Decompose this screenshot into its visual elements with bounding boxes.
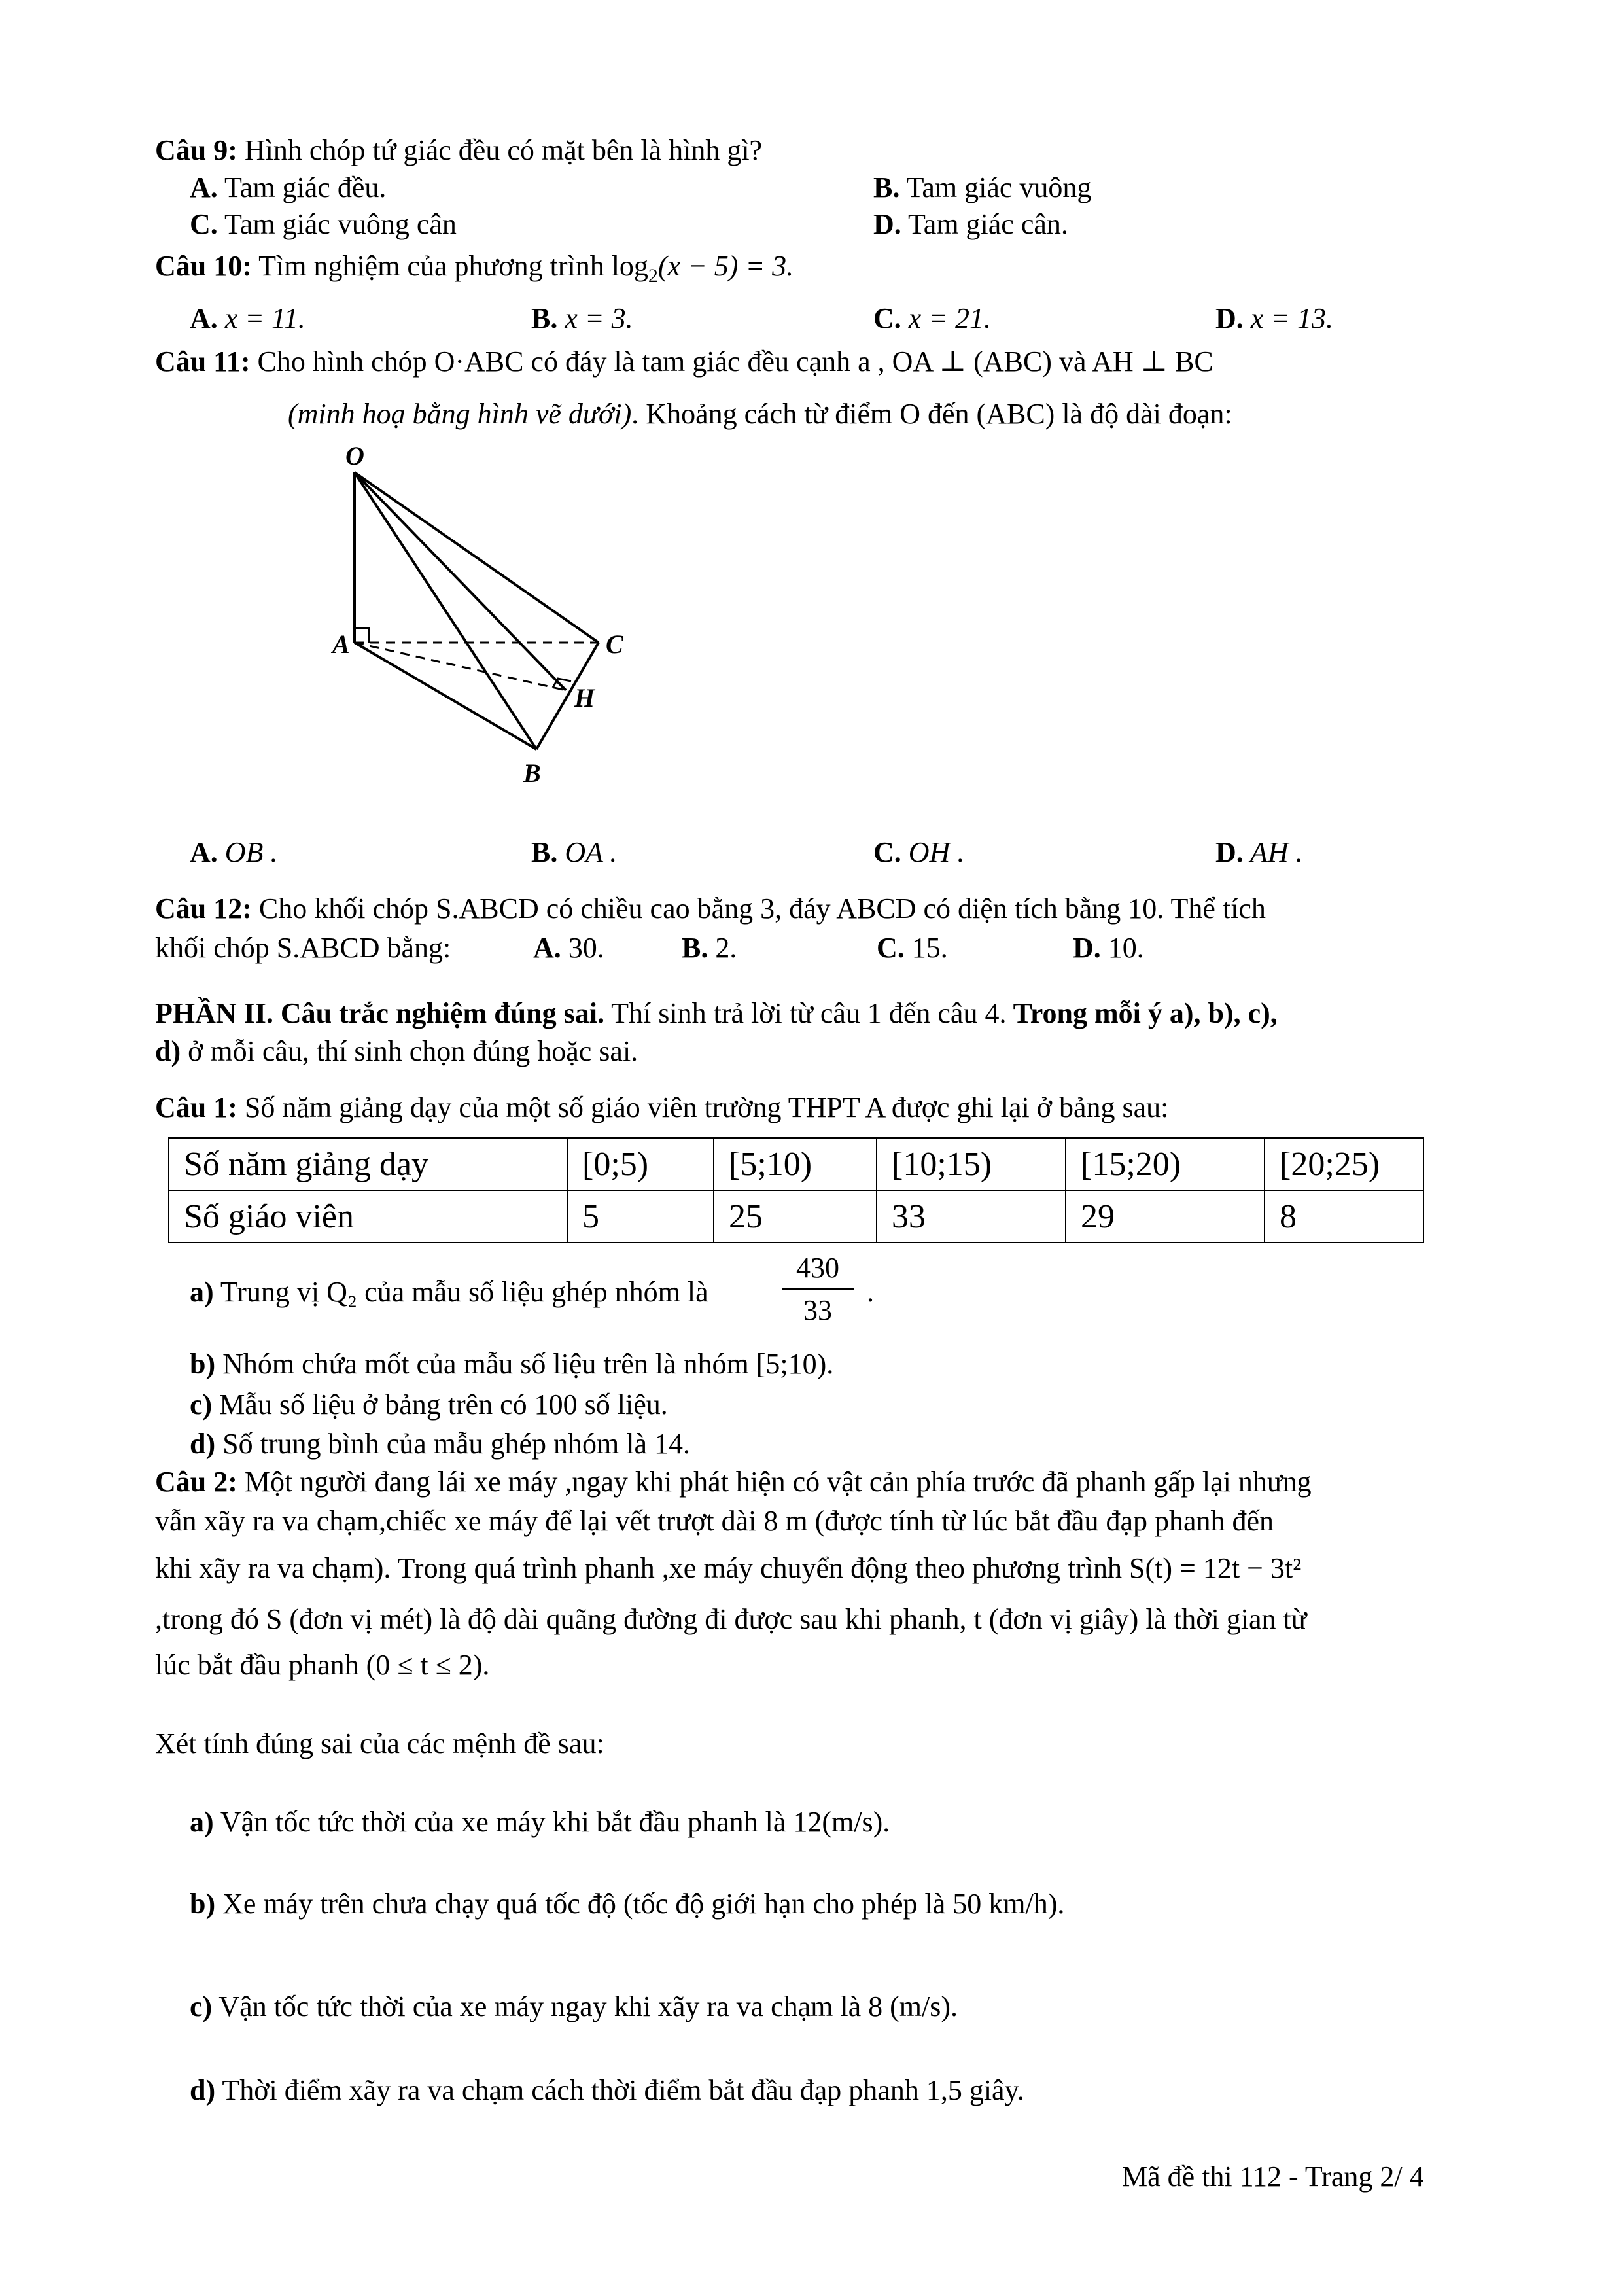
edge-AB xyxy=(355,643,536,749)
q9-option-a: A. Tam giác đều. xyxy=(190,171,387,203)
p2q1-item-b: b) Nhóm chứa mốt của mẫu số liệu trên là nhóm [5;10). xyxy=(190,1348,834,1380)
part2-heading-line2: d) ở mỗi câu, thí sinh chọn đúng hoặc sai. xyxy=(155,1035,638,1067)
label-B: B xyxy=(523,758,541,788)
q11-option-c: C. OH . xyxy=(873,836,965,868)
p2q1-stem: Câu 1: Số năm giảng dạy của một số giáo viên trường THPT A được ghi lại ở bảng sau: xyxy=(155,1091,1169,1123)
table-cell: [10;15) xyxy=(877,1138,1066,1190)
table-cell: 5 xyxy=(567,1190,714,1243)
label-A: A xyxy=(332,629,350,659)
q9-label: Câu 9: xyxy=(155,134,237,166)
q9-text: Hình chóp tứ giác đều có mặt bên là hình gì? xyxy=(237,134,763,166)
q10-option-a: A. x = 11. xyxy=(190,302,305,334)
p2q1-item-a: a) Trung vị Q₂ của mẫu số liệu ghép nhóm là xyxy=(190,1276,708,1308)
p2q2-intro: Xét tính đúng sai của các mệnh đề sau: xyxy=(155,1727,604,1759)
table-cell: 29 xyxy=(1066,1190,1265,1243)
table-row xyxy=(169,1138,1423,1190)
p2q2-stem-line3: khi xãy ra va chạm). Trong quá trình phanh ,xe máy chuyển động theo phương trình S(t) = 12t − 3t² xyxy=(155,1552,1302,1584)
table-cell: [15;20) xyxy=(1066,1138,1265,1190)
q10-option-d: D. x = 13. xyxy=(1215,302,1334,334)
p2q2-stem-line5: lúc bắt đầu phanh (0 ≤ t ≤ 2). xyxy=(155,1649,490,1681)
q12-option-d: D. 10. xyxy=(1073,932,1144,964)
label-O: O xyxy=(345,441,364,470)
q10-option-c: C. x = 21. xyxy=(873,302,992,334)
p2q2-item-b: b) Xe máy trên chưa chạy quá tốc độ (tốc độ giới hạn cho phép là 50 km/h). xyxy=(190,1888,1065,1920)
table-cell: [5;10) xyxy=(714,1138,877,1190)
table-cell: [20;25) xyxy=(1265,1138,1423,1190)
q9-option-d: D. Tam giác cân. xyxy=(873,208,1068,240)
q10-option-b: B. x = 3. xyxy=(531,302,633,334)
label-H: H xyxy=(574,683,595,713)
edge-AH-hidden xyxy=(355,643,566,690)
table-cell: Số năm giảng dạy xyxy=(169,1138,567,1190)
q9-option-c: C. Tam giác vuông cân xyxy=(190,208,457,240)
p2q2-item-d: d) Thời điểm xãy ra va chạm cách thời điểm bắt đầu đạp phanh 1,5 giây. xyxy=(190,2074,1024,2106)
q12-option-a: A. 30. xyxy=(533,932,604,964)
table-cell: Số giáo viên xyxy=(169,1190,567,1243)
part2-heading: PHẦN II. Câu trắc nghiệm đúng sai. Thí sinh trả lời từ câu 1 đến câu 4. Trong mỗi ý a), b), c), xyxy=(155,997,1278,1029)
label-C: C xyxy=(606,629,623,659)
edge-OC xyxy=(355,472,599,643)
table-cell: 25 xyxy=(714,1190,877,1243)
pyramid-figure xyxy=(301,438,667,805)
table-row xyxy=(169,1190,1423,1243)
q11-stem-line2: (minh hoạ bằng hình vẽ dưới). Khoảng cách từ điểm O đến (ABC) là độ dài đoạn: xyxy=(288,398,1232,430)
right-angle-A xyxy=(355,628,369,643)
q11-option-a: A. OB . xyxy=(190,836,278,868)
table-cell: [0;5) xyxy=(567,1138,714,1190)
q11-option-d: D. AH . xyxy=(1215,836,1303,868)
p2q2-stem-line4: ,trong đó S (đơn vị mét) là độ dài quãng đường đi được sau khi phanh, t (đơn vị giây) là thời gian từ xyxy=(155,1603,1307,1635)
p2q1-item-a-end: . xyxy=(867,1276,874,1308)
fraction: $\frac{430}{33}$ xyxy=(782,1251,854,1327)
edge-OB xyxy=(355,472,536,749)
p2q2-stem: Câu 2: Một người đang lái xe máy ,ngay khi phát hiện có vật cản phía trước đã phanh gấp lại nhưng xyxy=(155,1466,1312,1498)
p2q2-item-c: c) Vận tốc tức thời của xe máy ngay khi xãy ra va chạm là 8 (m/s). xyxy=(190,1990,958,2022)
q12-option-b: B. 2. xyxy=(682,932,737,964)
page-footer: Mã đề thi 112 - Trang 2/ 4 xyxy=(1122,2161,1424,2193)
table-cell: 33 xyxy=(877,1190,1066,1243)
q12-option-c: C. 15. xyxy=(877,932,948,964)
p2q2-stem-line2: vẫn xãy ra va chạm,chiếc xe máy để lại vết trượt dài 8 m (được tính từ lúc bắt đầu đạp phanh đến xyxy=(155,1505,1274,1537)
frequency-table xyxy=(168,1137,1424,1243)
p2q1-item-c: c) Mẫu số liệu ở bảng trên có 100 số liệu. xyxy=(190,1388,668,1421)
p2q1-item-d: d) Số trung bình của mẫu ghép nhóm là 14. xyxy=(190,1428,691,1460)
table-cell: 8 xyxy=(1265,1190,1423,1243)
q11-option-b: B. OA . xyxy=(531,836,618,868)
edge-OH xyxy=(355,472,566,690)
p2q2-item-a: a) Vận tốc tức thời của xe máy khi bắt đầu phanh là 12(m/s). xyxy=(190,1806,890,1838)
q11-stem: Câu 11: Cho hình chóp O·ABC có đáy là tam giác đều cạnh a , OA ⊥ (ABC) và AH ⊥ BC xyxy=(155,345,1213,378)
q10-stem: Câu 10: Tìm nghiệm của phương trình $\log_2(x - 5) = 3$. xyxy=(155,250,794,287)
q12-stem-line2: khối chóp S.ABCD bằng: xyxy=(155,932,451,964)
q9-stem xyxy=(155,134,762,168)
q12-stem: Câu 12: Cho khối chóp S.ABCD có chiều cao bằng 3, đáy ABCD có diện tích bằng 10. Thể tích xyxy=(155,892,1266,925)
q9-option-b: B. Tam giác vuông xyxy=(873,171,1092,203)
